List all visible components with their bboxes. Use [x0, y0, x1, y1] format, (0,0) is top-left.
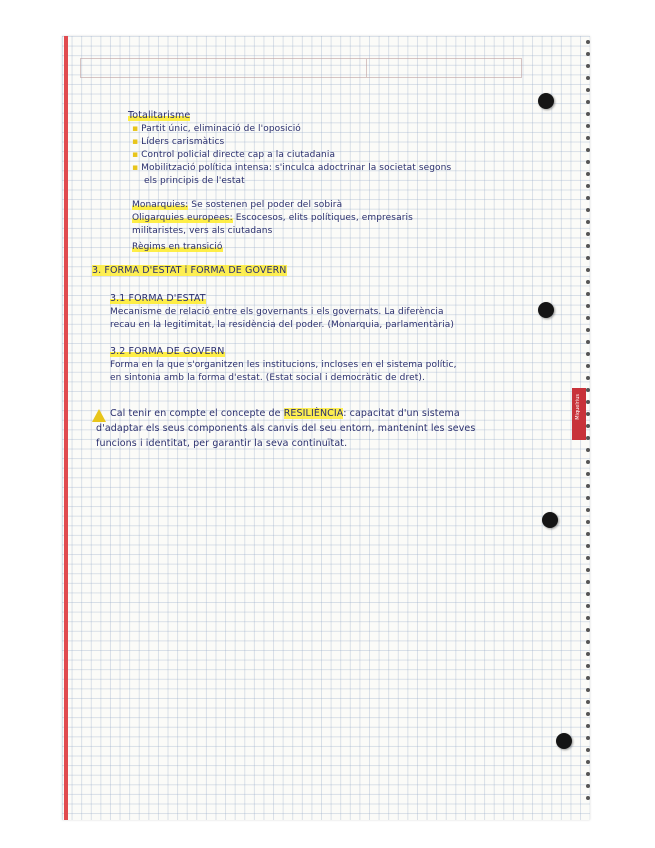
- spiral-dot: [586, 328, 590, 332]
- spiral-dot: [586, 172, 590, 176]
- spiral-dot: [586, 208, 590, 212]
- spiral-dot: [586, 76, 590, 80]
- resiliencia-line: Cal tenir en compte el concepte de RESILIÈNCIA: capacitat d'un sistema: [110, 408, 460, 419]
- spiral-dot: [586, 244, 590, 248]
- spiral-dot: [586, 232, 590, 236]
- spiral-dot: [586, 496, 590, 500]
- spiral-dot: [586, 196, 590, 200]
- spiral-dot: [586, 136, 590, 140]
- spiral-dot: [586, 508, 590, 512]
- spiral-dot: [586, 520, 590, 524]
- spiral-dot: [586, 700, 590, 704]
- spiral-dot: [586, 376, 590, 380]
- margin-line: [64, 36, 68, 820]
- spiral-dot: [586, 652, 590, 656]
- binder-hole: [542, 512, 558, 528]
- spiral-dot: [586, 580, 590, 584]
- spiral-dot: [586, 460, 590, 464]
- spiral-dot: [586, 544, 590, 548]
- spiral-dot: [586, 568, 590, 572]
- regime-line: Monarquies: Se sostenen pel poder del sobirà: [132, 200, 343, 210]
- regime-line: militaristes, vers als ciutadans: [132, 226, 273, 236]
- section-3-2-title: 3.2 FORMA DE GOVERN: [110, 346, 225, 357]
- spiral-dot: [586, 772, 590, 776]
- spiral-dot: [586, 124, 590, 128]
- spiral-dot: [586, 532, 590, 536]
- spiral-dot: [586, 220, 590, 224]
- bullet-continuation: els principis de l'estat: [144, 176, 245, 186]
- spiral-dot: [586, 400, 590, 404]
- spiral-dot: [586, 472, 590, 476]
- resiliencia-line: d'adaptar els seus components als canvis del seu entorn, mantenint les seves: [96, 423, 476, 434]
- header-box: [80, 58, 522, 78]
- spiral-dot: [586, 736, 590, 740]
- warning-icon: [92, 409, 106, 422]
- spiral-dot: [586, 292, 590, 296]
- spiral-dot: [586, 304, 590, 308]
- spiral-dot: [586, 364, 590, 368]
- spiral-dot: [586, 712, 590, 716]
- spiral-dot: [586, 148, 590, 152]
- spiral-dot: [586, 448, 590, 452]
- spiral-dot: [586, 556, 590, 560]
- spiral-dot: [586, 280, 590, 284]
- section-3-1-title: 3.1 FORMA D'ESTAT: [110, 293, 206, 304]
- brand-tab: [572, 388, 586, 440]
- spiral-dot: [586, 88, 590, 92]
- spiral-dot: [586, 664, 590, 668]
- header-divider: [366, 59, 367, 77]
- spiral-dot: [586, 352, 590, 356]
- binder-hole: [538, 93, 554, 109]
- spiral-dot: [586, 748, 590, 752]
- bullet-item: ▪ Mobilització política intensa: s'inculca adoctrinar la societat segons: [132, 163, 452, 173]
- spiral-dot: [586, 412, 590, 416]
- spiral-dot: [586, 256, 590, 260]
- spiral-dot: [586, 796, 590, 800]
- section-3-2-line: Forma en la que s'organitzen les institucions, incloses en el sistema polític,: [110, 360, 457, 370]
- bullet-item: ▪ Control policial directe cap a la ciutadania: [132, 150, 336, 160]
- spiral-dot: [586, 40, 590, 44]
- binder-hole: [556, 733, 572, 749]
- spiral-dot: [586, 688, 590, 692]
- spiral-dot: [586, 100, 590, 104]
- spiral-dot: [586, 592, 590, 596]
- spiral-dot: [586, 316, 590, 320]
- spiral-dot: [586, 184, 590, 188]
- bullet-item: ▪ Partit únic, eliminació de l'oposició: [132, 124, 301, 134]
- spiral-dot: [586, 628, 590, 632]
- spiral-dot: [586, 616, 590, 620]
- binder-hole: [538, 302, 554, 318]
- resiliencia-line: funcions i identitat, per garantir la seva continuïtat.: [96, 438, 348, 449]
- section-3-1-line: recau en la legitimitat, la residència del poder. (Monarquia, parlamentària): [110, 320, 454, 330]
- bullet-item: ▪ Líders carismàtics: [132, 137, 225, 147]
- regime-line: Oligarquies europees: Escocesos, elits polítiques, empresaris: [132, 213, 413, 223]
- section-3-title: 3. FORMA D'ESTAT i FORMA DE GOVERN: [92, 265, 287, 276]
- spiral-dot: [586, 676, 590, 680]
- spiral-dot: [586, 64, 590, 68]
- spiral-dot: [586, 268, 590, 272]
- spiral-dot: [586, 760, 590, 764]
- spiral-dot: [586, 724, 590, 728]
- spiral-dot: [586, 484, 590, 488]
- spiral-dot: [586, 388, 590, 392]
- spiral-dot: [586, 340, 590, 344]
- totalitarisme-title: Totalitarisme: [128, 110, 191, 121]
- spiral-dot: [586, 112, 590, 116]
- spiral-dot: [586, 640, 590, 644]
- brand-tab-label: Miquelrius: [575, 394, 581, 420]
- spiral-dot: [586, 424, 590, 428]
- regime-line: Règims en transició: [132, 242, 223, 252]
- spiral-dot: [586, 604, 590, 608]
- spiral-dot: [586, 52, 590, 56]
- spiral-dot: [586, 160, 590, 164]
- section-3-2-line: en sintonia amb la forma d'estat. (Estat social i democràtic de dret).: [110, 373, 425, 383]
- section-3-1-line: Mecanisme de relació entre els governants i els governats. La diferència: [110, 307, 444, 317]
- spiral-dot: [586, 436, 590, 440]
- spiral-dot: [586, 784, 590, 788]
